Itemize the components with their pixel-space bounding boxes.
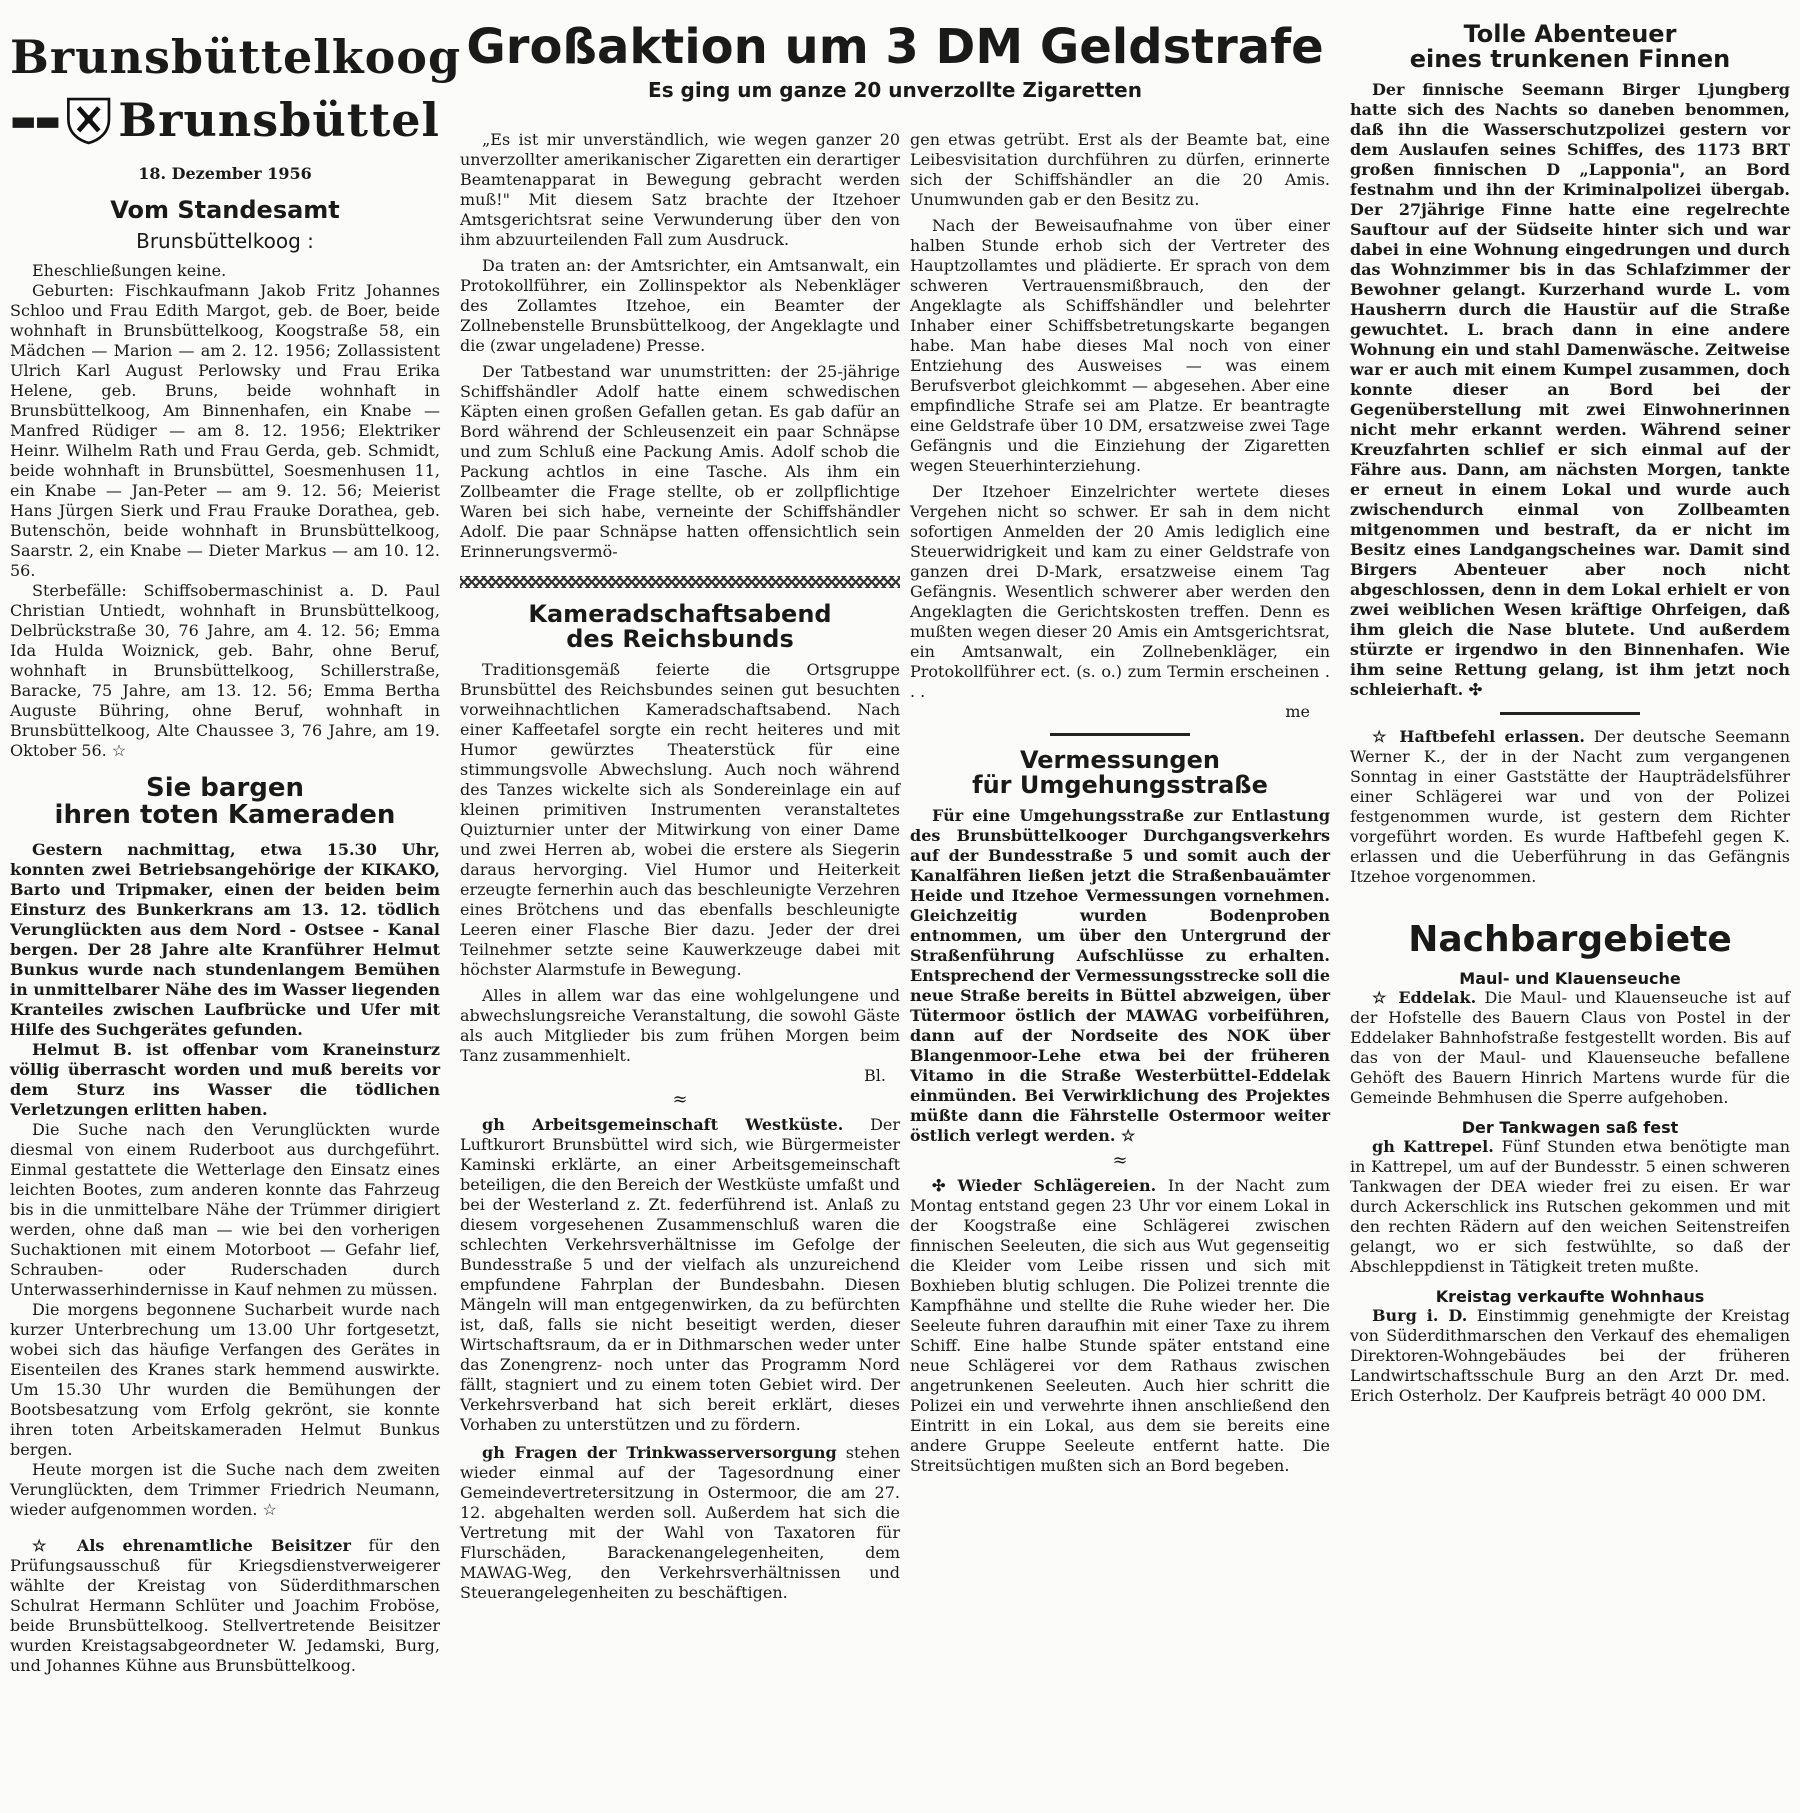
beisitzer-text: für den Prüfungsausschuß für Kriegsdienstverweigerer wählte der Kreistag von Süderdithmarschen Schulrat Hermann Schlüter und Joachim Froböse, beide Brunsbüttelkoog. Stellvertretende Beisitzer wurden Kreistagsabgeordneter W. Jedamski, Burg, und Johannes Kühne aus Brunsbüttelkoog. <box>10 1535 441 1675</box>
vermessung-para: Für eine Umgehungsstraße zur Entlastung des Brunsbüttelkooger Durchgangsverkehrs auf der Bundesstraße 5 und somit auch der Kanalfähren ließen jetzt die Straßenbauämter Heide und Itzehoe Vermessungen vornehmen. Gleichzeitig wurden Bodenproben entnommen, um über den Untergrund der Straßenführung Aufschlüsse zu erhalten. Entsprechend der Vermessungsstrecke soll die neue Straße bereits in Büttel abzweigen, über Tütermoor östlich der MAWAG vorbeiführen, dann auf der Nordseite des NOK über Blangenmoor-Lehe etwa bei der früheren Vitamo in die Straße Westerbüttel-Eddelak einmünden. Bei Verwirklichung des Projektes müßte dann die Fährstelle Ostermoor weiter östlich verlegt werden. ☆ <box>910 806 1330 1146</box>
grossaktion-a-para-1: „Es ist mir unverständlich, wie wegen ganzer 20 unverzollter amerikanischer Zigaretten ein derartiger Beamtenapparat in Bewegung gebracht werden muß!" Mit diesem Satz brachte der Itzehoer Amtsgerichtsrat seine Verwunderung über den von ihm abzuurteilenden Fall zum Ausdruck. <box>460 130 900 249</box>
standesamt-para-3: Sterbefälle: Schiffsobermaschinist a. D. Paul Christian Untiedt, wohnhaft in Brunsbüttelkoog, Delbrückstraße 30, 76 Jahre, am 4. 12. 56; Emma Ida Hulda Woiznick, geb. Bahr, ohne Beruf, wohnhaft in Brunsbüttelkoog, Schillerstraße, Baracke, 75 Jahre, am 13. 12. 56; Emma Bertha Auguste Bühring, ohne Beruf, wohnhaft in Brunsbüttelkoog, Alte Chaussee 3, 76 Jahre, am 19. Oktober 56. ☆ <box>10 581 440 761</box>
grossaktion-b-para-1: gen etwas getrübt. Erst als der Beamte bat, eine Leibesvisitation durchführen zu dürfen, erinnerte sich der Schiffshändler an die 20 Amis. Unumwunden gab er den Besitz zu. <box>910 130 1330 209</box>
kreis-lead: Burg i. D. <box>1372 1305 1468 1325</box>
finnen-title-2: eines trunkenen Finnen <box>1409 45 1731 74</box>
westkueste-lead: gh Arbeitsgemeinschaft Westküste. <box>482 1115 844 1135</box>
grossaktion-b-para-3: Der Itzehoer Einzelrichter wertete dieses Vergehen nicht so schwer. Er sah in dem nicht sofortigen Anmelden der 20 Amis lediglich eine Steuerwidrigkeit und kam zu einer Geldstrafe von ganzen drei D-Mark, ersatzweise einem Tag Gefängnis. Wesentlich schwerer aber werden den Angeklagten die Gerichtskosten treffen. Denn es mußten wegen dieser 20 Amis ein Amtsgerichtsrat, ein Amtsanwalt, ein Zollnebenkläger, ein Protokollführer ect. (s. o.) zum Termin erscheinen . . . <box>910 482 1330 701</box>
kamerad-sign: Bl. <box>864 1066 886 1086</box>
kamerad-title-2: des Reichsbunds <box>566 625 794 654</box>
column-2 <box>460 130 900 1603</box>
grossaktion-a-para-3: Der Tatbestand war unumstritten: der 25-jährige Schiffshändler Adolf hatte einem schwedischen Käpten einen großen Gefallen getan. Es gab dafür an Bord während der Schleusenzeit ein paar Schnäpse und zum Schluß eine Packung Amis. Adolf schob die Packung achtlos in eine Tasche. Als ihm ein Zollbeamter die Frage stellte, ob er zollpflichtige Waren bei sich habe, verneinte der Schiffshändler Adolf. Die paar Schnäpse hatten offensichtlich sein Erinnerungsvermö- <box>460 362 900 561</box>
grossaktion-header <box>460 19 1330 103</box>
schlaegerei-text: In der Nacht zum Montag entstand gegen 23 Uhr vor einem Lokal in der Koogstraße eine Schlägerei zwischen finnischen Seeleuten, die sich aus Wut gegenseitig die Kleider vom Leibe rissen und sich mit Boxhieben blutig schlugen. Die Polizei trennte die Kampfhähne und stellte die Ruhe wieder her. Die Seeleute fuhren daraufhin mit einer Taxe zu ihrem Schiff. Eine halbe Stunde später entstand eine neue Schlägerei vor dem Rathaus zwischen angetrunkenen Seeleuten. Auch hier schritt die Polizei ein und verwehrte ihnen anschließend den Eintritt in ein Lokal, aus dem sie bereits eine andere Gruppe Seeleute entfernt hatte. Die Streitsüchtigen mußten sich an Bord begeben. <box>910 1176 1330 1476</box>
grossaktion-b-para-2: Nach der Beweisaufnahme von über einer halben Stunde erhob sich der Vertreter des Hauptzollamtes und plädierte. Er sprach von dem schweren Vertrauensmißbrauch, den der Angeklagte als Schiffshändler und belehrter Inhaber einer Schiffsbetretungskarte begangen habe. Man habe dieses Mal noch von einer Entziehung des Ausweises — was einem Berufsverbot gleichkommt — abgesehen. Aber eine empfindliche Strafe sei am Platze. Er beantragte eine Geldstrafe über 10 DM, ersatzweise zwei Tage Gefängnis und die Einziehung der Zigaretten wegen Steuerhinterziehung. <box>910 216 1330 475</box>
masthead <box>10 30 462 183</box>
bargen-lead-2: Helmut B. ist offenbar vom Kraneinsturz völlig überrascht worden und muß bereits vor dem Sturz ins Wasser die tödlichen Verletzungen erlitten haben. <box>10 1039 440 1119</box>
column-4 <box>1350 22 1790 1406</box>
westkueste-text: Der Luftkurort Brunsbüttel wird sich, wie Bürgermeister Kaminski erklärte, an einer Arbeitsgemeinschaft beteiligen, die den Bereich der Westküste umfaßt und bei der Westerland z. Zt. federführend ist. Anlaß zu diesem vorgesehenen Zusammenschluß waren die schlechten Verkehrsverhältnisse im Gefolge der Bundesstraße 5 und der vielfach als unzureichend empfundene Fahrplan der Bundesbahn. Diesen Mängeln will man entgegenwirken, da zu befürchten ist, daß, falls sie nicht beseitigt werden, dieser Wirtschaftsraum, da er in Dithmarschen weder unter das Zonengrenz- noch unter das Programm Nord fällt, stagniert und zu einem toten Gebiet wird. Der Verkehrsverband hat sich bereit erklärt, dieses Vorhaben zu unterstützen und zu fördern. <box>460 1115 901 1435</box>
maul-lead: ☆ Eddelak. <box>1372 987 1477 1007</box>
westkueste-para <box>460 1115 900 1435</box>
kamerad-para-2: Alles in allem war das eine wohlgelungene und abwechslungsreiche Veranstaltung, die sowohl Gäste als auch Mitglieder bis zum frühen Morgen beim Tanz zusammenhielt. <box>460 986 900 1066</box>
kreis-text: Einstimmig genehmigte der Kreistag von Süderdithmarschen den Verkauf des ehemaligen Direktoren-Wohngebäudes bei der früheren Landwirtschaftsschule Burg an den Arzt Dr. med. Erich Osterholz. Der Kaufpreis beträgt 40 000 DM. <box>1350 1305 1791 1405</box>
masthead-line1: Brunsbüttelkoog <box>10 30 462 84</box>
vermessung-title-1: Vermessungen <box>1020 746 1220 774</box>
maul-head: Maul- und Klauenseuche <box>1459 969 1681 989</box>
coat-of-arms-icon <box>65 84 112 156</box>
issue-date: 18. Dezember 1956 <box>138 164 312 183</box>
nachbar-title: Nachbargebiete <box>1408 919 1732 961</box>
bargen-lead-1: Gestern nachmittag, etwa 15.30 Uhr, konnten zwei Betriebsangehörige der KIKAKO, Barto und Tripmaker, einen der beiden beim Einsturz des Bunkerkrans am 13. 12. tödlich Verunglückten aus dem Nord - Ostsee - Kanal bergen. Der 28 Jahre alte Kranführer Helmut Bunkus wurde nach stundenlangem Bemühen in unmittelbarer Nähe des im Wasser liegenden Kranteiles zwischen Laufbrücke und Ufer mit Hilfe des Suchgerätes gefunden. <box>10 839 440 1039</box>
maul-text: Die Maul- und Klauenseuche ist auf der Hofstelle des Bauern Claus von Postel in der Eddelaker Bahnhofstraße festgestellt worden. Bis auf das von der Maul- und Klauenseuche befallene Gehöft des Bauern Hinrich Martens wurde für die Gemeinde Behmhusen die Sperre aufgehoben. <box>1350 987 1791 1107</box>
grossaktion-a-para-2: Da traten an: der Amtsrichter, ein Amtsanwalt, ein Protokollführer, ein Zollinspektor als Nebenkläger des Zollamtes Itzehoe, ein Beamter der Zollnebenstelle Brunsbüttelkoog, der Angeklagte und die (zwar ungeladene) Presse. <box>460 256 900 355</box>
standesamt-title: Vom Standesamt <box>110 196 340 224</box>
beisitzer-para <box>10 1536 440 1676</box>
trinkwasser-para <box>460 1443 900 1603</box>
trinkwasser-text: stehen wieder einmal auf der Tagesordnung einer Gemeindevertretersitzung in Ostermoor, die am 27. 12. abgehalten werden soll. Außerdem hat sich die Vertretung mit der Wahl von Taxatoren für Flurschäden, Barackenangelegenheiten, dem MAWAG-Weg, den Verkehrsverhältnissen und Steuerangelegenheiten zu beschäftigen. <box>460 1443 900 1603</box>
grossaktion-title: Großaktion um 3 DM Geldstrafe <box>466 19 1324 75</box>
haftbefehl-para <box>1350 727 1790 887</box>
haftbefehl-lead: ☆ Haftbefehl erlassen. <box>1372 727 1586 747</box>
standesamt-para-2: Geburten: Fischkaufmann Jakob Fritz Johannes Schloo und Frau Edith Margot, geb. de Boer, beide wohnhaft in Brunsbüttelkoog, Koogstraße 58, ein Mädchen — Marion — am 2. 12. 1956; Zollassistent Ulrich Karl August Perlowsky und Frau Erika Helene, geb. Bruns, beide wohnhaft in Brunsbüttelkoog, Am Binnenhafen, ein Knabe — Manfred Rüdiger — am 8. 12. 1956; Elektriker Heinr. Wilhelm Rath und Frau Gerda, geb. Schmidt, beide wohnhaft in Brunsbüttel, Soesmenhusen 11, ein Knabe — Jan-Peter — am 9. 12. 56; Meierist Hans Jürgen Sierk und Frau Frauke Dorathea, geb. Butenschön, beide wohnhaft in Brunsbüttelkoog, Saarstr. 2, ein Knabe — Dieter Markus — am 10. 12. 56. <box>10 281 440 581</box>
masthead-line2: Brunsbüttel <box>118 93 440 147</box>
kreis-para <box>1350 1306 1790 1406</box>
bargen-para-3: Heute morgen ist die Suche nach dem zweiten Verunglückten, dem Trimmer Friedrich Neumann, wieder aufgenommen worden. ☆ <box>10 1459 440 1519</box>
haftbefehl-text: Der deutsche Seemann Werner K., der in der Nacht zum vergangenen Sonntag in einer Gaststätte der Haupträdelsführer einer Schlägerei war und von der Polizei festgenommen wurde, ist gestern dem Richter vorgeführt worden. Es wurde Haftbefehl gegen K. erlassen und die Ueberführung in das Gefängnis Itzehoe vorgenommen. <box>1350 727 1791 887</box>
wavy-divider <box>460 576 900 588</box>
grossaktion-subtitle: Es ging um ganze 20 unverzollte Zigaretten <box>648 78 1142 103</box>
standesamt-subtitle: Brunsbüttelkoog : <box>136 229 314 254</box>
ornament-left: ▬▬ <box>10 103 59 137</box>
column-1 <box>10 198 440 1676</box>
kreis-head: Kreistag verkaufte Wohnhaus <box>1435 1286 1705 1306</box>
bargen-para-2: Die morgens begonnene Sucharbeit wurde nach kurzer Unterbrechung um 13.00 Uhr fortgesetzt, wobei sich das häufige Verfangen des Gerätes in Eisenteilen des Kranes stark hemmend auswirkte. Um 15.30 Uhr wurden die Bemühungen der Bootsbesatzung vom Erfolg gekrönt, sie konnte ihren toten Arbeitskameraden Helmut Bunkus bergen. <box>10 1299 440 1459</box>
maul-para <box>1350 988 1790 1108</box>
masthead-row2 <box>10 84 440 156</box>
rule-divider <box>1050 733 1190 736</box>
grossaktion-sign: me <box>1285 702 1310 721</box>
vermessung-title-2: für Umgehungsstraße <box>972 771 1268 800</box>
schlaegerei-para <box>910 1176 1330 1476</box>
finnen-title-1: Tolle Abenteuer <box>1463 20 1677 48</box>
column-3 <box>910 130 1330 1476</box>
tank-lead: gh Kattrepel. <box>1372 1136 1494 1156</box>
bargen-title-2: ihren toten Kameraden <box>54 800 396 831</box>
beisitzer-lead: ☆ Als ehrenamtliche Beisitzer <box>32 1535 351 1555</box>
tank-para <box>1350 1137 1790 1277</box>
tank-head: Der Tankwagen saß fest <box>1461 1117 1679 1137</box>
squiggle-divider: ≈ <box>672 1089 688 1111</box>
trinkwasser-lead: gh Fragen der Trinkwasserversorgung <box>482 1443 837 1463</box>
finnen-para: Der finnische Seemann Birger Ljungberg hatte sich des Nachts so daneben benommen, daß ihn die Wasserschutzpolizei gestern vor dem Auslaufen seines Schiffes, des 1173 BRT großen finnischen D „Lapponia", an Bord festnahm und ihn der Kriminalpolizei übergab. Der 27jährige Finne hatte eine regelrechte Sauftour auf der Südseite hinter sich und war dabei in eine Wohnung eingedrungen und durch das Wohnzimmer bis in das Schlafzimmer der Bewohner gelangt. Kurzerhand wurde L. vom Hausherrn durch die Haustür auf die Straße gewuchtet. L. brach dann in eine andere Wohnung ein und stahl Damenwäsche. Zeitweise war er auch mit einem Kumpel zusammen, doch konnte dieser an Bord bei der Gegenüberstellung mit zwei Einwohnerinnen nicht mehr erkannt werden. Während seiner Kreuzfahrten schlief er sich einmal auf der Fähre aus. Dann, am nächsten Morgen, tankte er erneut in einem Lokal und wurde auch zwischendurch einmal von Zollbeamten mitgenommen und bestraft, da er nicht im Besitz eines Landgangscheines war. Damit sind Birgers Abenteuer aber noch nicht abgeschlossen, denn in dem Lokal erhielt er von zwei weiblichen Wesen kräftige Ohrfeigen, daß ihm gleich die Nase blutete. Und außerdem stürzte er irgendwo in den Binnenhafen. Wie ihm seine Rettung gelang, ist ihm jetzt noch schleierhaft. ✣ <box>1350 80 1790 700</box>
squiggle-divider-2: ≈ <box>1112 1150 1128 1172</box>
bargen-para-1: Die Suche nach den Verunglückten wurde diesmal von einem Ruderboot aus durchgeführt. Einmal gestattete die Wetterlage den Einsatz eines leichten Bootes, zum anderen konnte das Fahrzeug bis in die unmittelbare Nähe der Trümmer dirigiert werden, ohne daß man — wie bei den vorherigen Suchaktionen mit einem Motorboot — Gefahr lief, Schrauben- oder Ruderschaden durch Unterwasserhindernisse in Kauf nehmen zu müssen. <box>10 1119 440 1299</box>
kamerad-title-1: Kameradschaftsabend <box>528 600 832 628</box>
tank-text: Fünf Stunden etwa benötigte man in Kattrepel, um auf der Bundesstr. 5 einen schweren Tankwagen der DEA wieder frei zu eisen. Er war durch Ackerschlick ins Rutschen gekommen und mit den rechten Rädern auf den weichen Seitenstreifen gelangt, wo er sich festwühlte, so daß der Abschleppdienst in Tätigkeit treten mußte. <box>1350 1136 1790 1276</box>
schlaegerei-lead: ✣ Wieder Schlägereien. <box>932 1176 1157 1196</box>
bargen-title-1: Sie bargen <box>145 773 305 804</box>
standesamt-para-1: Eheschließungen keine. <box>32 261 227 281</box>
kamerad-para-1: Traditionsgemäß feierte die Ortsgruppe Brunsbüttel des Reichsbundes seinen gut besuchten vorweihnachtlichen Kameradschaftsabend. Nach einer Kaffeetafel sorgte ein recht heiteres und mit Humor gewürztes Theaterstück für eine stimmungsvolle Abwechslung. Auch noch während des Tanzes wickelte sich als Sondereinlage ein auf kleinen primitiven Instrumenten veranstaltetes Quizturnier unter der Mitwirkung von einer Dame und zwei Herren ab, wobei die erstere als Siegerin daraus hervorging. Viel Humor und Heiterkeit erzeugte fernerhin auch das beschleunigte Verzehren eines Brötchens und das ebenfalls beschleunigte Leeren einer Flasche Bier dazu. Jeder der drei Teilnehmer setzte seine Kauwerkzeuge dabei mit höchster Alarmstufe in Bewegung. <box>460 660 900 980</box>
rule-divider-2 <box>1500 712 1640 715</box>
